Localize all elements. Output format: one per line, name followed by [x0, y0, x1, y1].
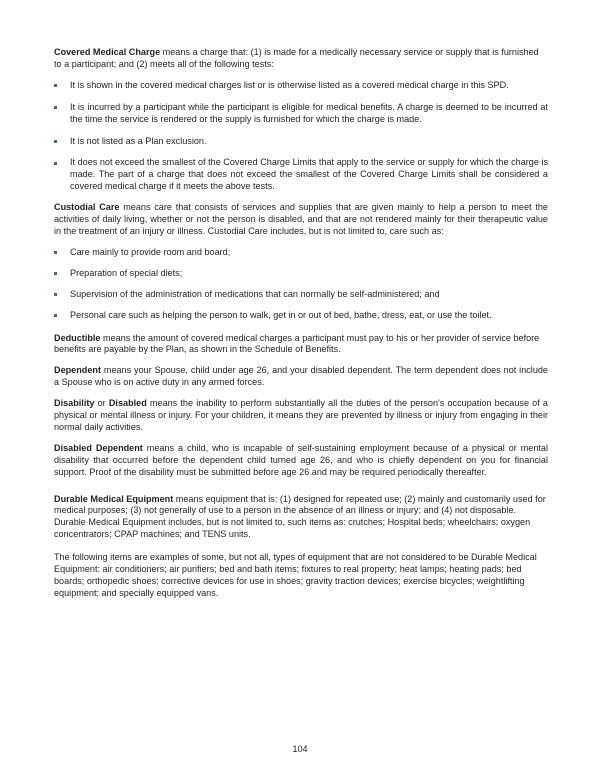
page-content — [54, 47, 548, 609]
definition-text: means a charge that: (1) is made for a medically necessary service or supply that is furnished to a participant; and (2) meets all of the following tests: — [54, 47, 539, 69]
term-custodial-care: Custodial Care — [54, 202, 120, 213]
custodial-care-bullet-list — [54, 247, 548, 322]
term-disability: Disability — [54, 398, 95, 409]
list-item — [54, 289, 548, 301]
list-item-text: Personal care such as helping the person to walk, get in or out of bed, bathe, dress, eat, or use the toilet. — [70, 309, 492, 320]
bullet-square-icon — [54, 314, 57, 317]
bullet-square-icon — [54, 106, 57, 109]
page-number: 104 — [292, 744, 308, 754]
term-covered-medical-charge: Covered Medical Charge — [54, 47, 161, 57]
bullet-square-icon — [54, 140, 57, 143]
list-item — [54, 80, 548, 92]
definition-durable-medical-equipment — [54, 494, 548, 542]
definition-custodial-care — [54, 202, 548, 238]
definition-text: means the inability to perform substantially all the duties of the person's occupation because of a physical or mental illness or injury. For your children, it means they are prevented by illness or injury from engaging in their normal daily activities. — [54, 398, 548, 432]
list-item — [54, 310, 548, 322]
bullet-square-icon — [54, 293, 57, 296]
term-disabled: Disabled — [108, 398, 147, 409]
bullet-square-icon — [54, 162, 57, 165]
list-item-text: It is shown in the covered medical charges list or is otherwise listed as a covered medical charge in this SPD. — [70, 79, 509, 90]
list-item — [54, 136, 548, 148]
list-item-text: It is incurred by a participant while the participant is eligible for medical benefits. A charge is deemed to be incurred at the time the service is rendered or the supply is furnished for which the charge is made. — [70, 101, 548, 124]
definition-dependent — [54, 365, 548, 389]
definition-conjunction: or — [94, 398, 109, 409]
paragraph-excluded-equipment: The following items are examples of some, but not all, types of equipment that are not considered to be Durable Medical Equipment: air conditioners; air purifiers; bed and bath items; fixtures to real property; heat lamps; heating pads; bed boards; orthopedic shoes; corrective devices for use in shoes; gravity traction devices; exercise bicycles; weightlifting equipment; and specially equipped vans. — [54, 552, 537, 598]
list-item — [54, 102, 548, 126]
term-deductible: Deductible — [54, 332, 101, 343]
definition-disability — [54, 398, 548, 434]
bullet-square-icon — [54, 272, 57, 275]
definition-text: means a child, who is incapable of self-sustaining employment because of a physical or mental disability that occurred before the dependent child turned age 26, and who is chiefly dependent on you for financial support. Proof of the disability must be submitted before age 26 and may be required periodically thereafter. — [54, 442, 548, 477]
page-footer — [0, 739, 600, 757]
list-item — [54, 268, 548, 280]
list-item-text: Supervision of the administration of medications that can normally be self-administered; and — [70, 288, 440, 299]
term-disabled-dependent: Disabled Dependent — [54, 442, 143, 453]
list-item-text: It does not exceed the smallest of the Covered Charge Limits that apply to the service or supply for which the charge is made. The part of a charge that does not exceed the smallest of the Covered Charge Limits shall be considered a covered medical charge if it meets the above tests. — [70, 157, 548, 192]
definition-text: means care that consists of services and supplies that are given mainly to help a person to meet the activities of daily living, whether or not the person is disabled, and that are not rendered mainly for their therapeutic value in the treatment of an injury or illness. Custodial Care includes, but is not limited to, care such as: — [54, 202, 548, 236]
list-item-text: Preparation of special diets; — [70, 267, 183, 278]
definition-deductible — [54, 333, 548, 357]
bullet-square-icon — [54, 84, 57, 87]
definition-disabled-dependent — [54, 443, 548, 479]
bullet-square-icon — [54, 251, 57, 254]
list-item — [54, 157, 548, 193]
list-item-text: Care mainly to provide room and board; — [70, 246, 231, 257]
covered-medical-charge-bullet-list — [54, 80, 548, 193]
term-dependent: Dependent — [54, 365, 101, 376]
list-item — [54, 247, 548, 259]
definition-text: means the amount of covered medical charges a participant must pay to his or her provider of service before benefits are payable by the Plan, as shown in the Schedule of Benefits. — [54, 332, 540, 355]
list-item-text: It is not listed as a Plan exclusion. — [70, 135, 207, 146]
definition-text: means equipment that is: (1) designed for repeated use; (2) mainly and customarily used for medical purposes; (3) not generally of use to a person in the absence of an illness or injury; and (4) not disposable. Durable Medical Equipment includes, but is not limited to, such items as: crutches; Hospital beds; wheelchairs; oxygen concentrators; CPAP machines; and TENS units. — [54, 493, 546, 540]
term-durable-medical-equipment: Durable Medical Equipment — [54, 493, 174, 504]
definition-covered-medical-charge — [54, 47, 548, 71]
definition-text: means your Spouse, child under age 26, and your disabled dependent. The term dependent does not include a Spouse who is on active duty in any armed forces. — [54, 365, 548, 388]
